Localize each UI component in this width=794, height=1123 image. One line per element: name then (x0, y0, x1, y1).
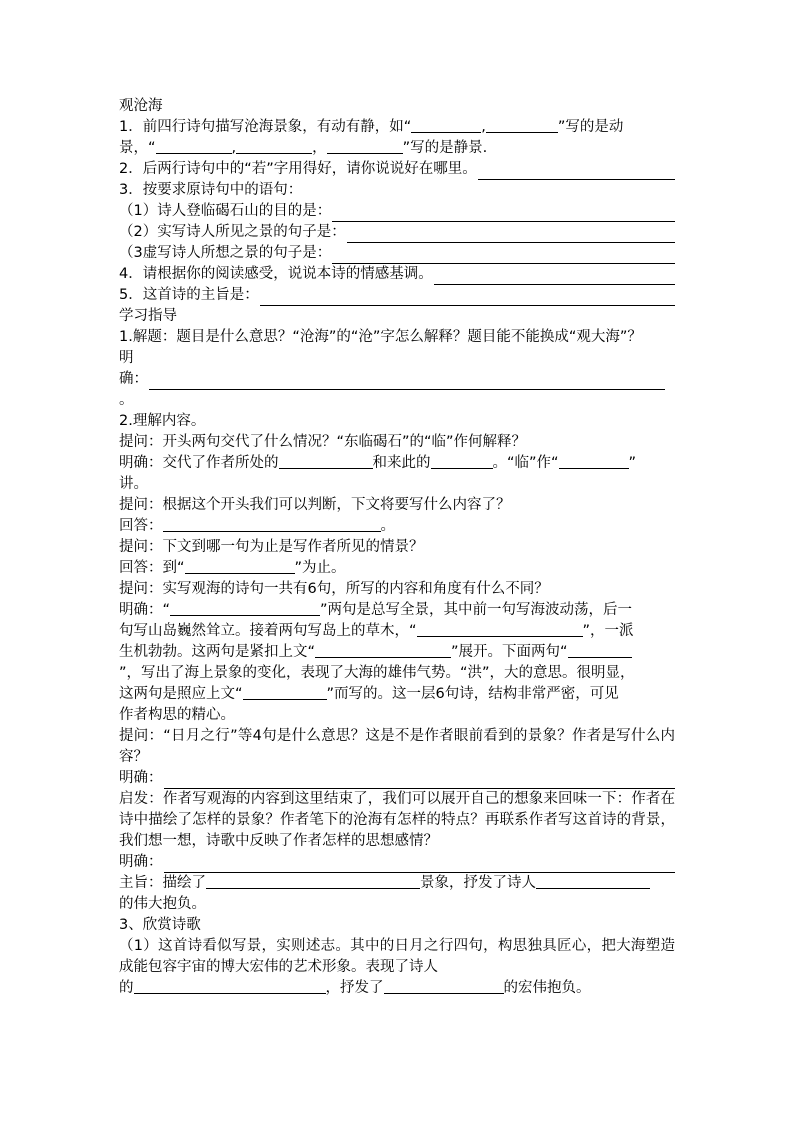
answer-blank[interactable] (478, 165, 675, 180)
answer-blank[interactable] (164, 858, 676, 873)
answer-blank[interactable] (236, 139, 312, 154)
answer-blank[interactable] (164, 774, 676, 789)
poem-title: 观沧海 (119, 98, 163, 114)
answer-blank[interactable] (384, 979, 504, 994)
answer-blank[interactable] (431, 454, 493, 469)
answer-4-line-1: 明确：“ ”两句是总写全景，其中前一句写海波动荡，后一 (119, 602, 633, 618)
prompt-1: 提问：开头两句交代了什么情况？“东临碣石”的“临”作何解释？ (119, 434, 527, 450)
answer-blank[interactable] (486, 118, 558, 133)
answer-blank[interactable] (163, 517, 381, 532)
answer-6: 明确： (119, 852, 675, 873)
answer-4-line-2: 句写山岛巍然耸立。接着两句写岛上的草木，“ ”，一派 (119, 623, 634, 639)
period-mark: 。 (119, 392, 134, 408)
question-3: 3．按要求原诗句中的语句： (119, 182, 303, 198)
answer-blank[interactable] (279, 454, 373, 469)
prompt-3: 提问：下文到哪一句为止是写作者所见的情景？ (119, 539, 424, 555)
inspiration-prompt: 启发：作者写观海的内容到这里结束了，我们可以展开自己的想象来回味一下：作者在诗中描绘了怎样的景象？作者笔下的沧海有怎样的特点？再联系作者写这首诗的背景，我们想一想，诗歌中反映了作者怎样的思想感情？ (119, 791, 675, 849)
answer-blank[interactable] (327, 139, 403, 154)
answer-label: 明 (119, 350, 134, 366)
answer-blank[interactable] (417, 622, 583, 637)
answer-blank[interactable] (170, 601, 320, 616)
question-1-line-2: 景，“ , ， ”写的是静景. (119, 140, 488, 156)
answer-line: 确： (119, 369, 665, 390)
answer-blank[interactable] (347, 228, 675, 243)
answer-blank[interactable] (185, 559, 295, 574)
answer-blank[interactable] (536, 874, 650, 889)
answer-blank[interactable] (156, 139, 232, 154)
answer-blank[interactable] (332, 207, 675, 222)
question-3-3: （3虚写诗人所想之景的句子是： (119, 243, 675, 264)
prompt-5: 提问：“日月之行”等4句是什么意思？这是不是作者眼前看到的景象？作者是写什么内容？ (119, 728, 675, 765)
question-2: 2．后两行诗句中的“若”字用得好，请你说说好在哪里。 (119, 159, 675, 180)
answer-blank[interactable] (568, 643, 632, 658)
answer-blank[interactable] (559, 454, 629, 469)
answer-blank[interactable] (243, 685, 327, 700)
answer-1-cont: 讲。 (119, 476, 148, 492)
answer-blank[interactable] (332, 249, 675, 264)
guide-item-1: 1.解题：题目是什么意思？“沧海”的“沧”字怎么解释？题目能不能换成“观大海”？ (119, 329, 642, 345)
answer-blank[interactable] (315, 643, 451, 658)
theme-line-cont: 的伟大抱负。 (119, 896, 206, 912)
prompt-2: 提问：根据这个开头我们可以判断，下文将要写什么内容了？ (119, 497, 511, 513)
answer-blank[interactable] (434, 270, 675, 285)
appreciate-paragraph: （1）这首诗看似写景，实则述志。其中的日月之行四句，构思独具匠心，把大海塑造成能包容宇宙的博大宏伟的艺术形象。表现了诗人 (119, 938, 675, 975)
answer-1: 明确：交代了作者所处的 和来此的 。“临”作“ ” (119, 455, 637, 471)
section-heading-guide: 学习指导 (119, 308, 177, 324)
question-5: 5．这首诗的主旨是： (119, 285, 675, 306)
worksheet (119, 96, 675, 999)
answer-4-line-5: 这两句是照应上文“ ”而写的。这一层6句诗，结构非常严密，可见 (119, 686, 619, 702)
prompt-4: 提问：实写观海的诗句一共有6句，所写的内容和角度有什么不同？ (119, 581, 549, 597)
question-4: 4．请根据你的阅读感受，说说本诗的情感基调。 (119, 264, 675, 285)
answer-blank[interactable] (134, 979, 326, 994)
guide-item-2: 2.理解内容。 (119, 413, 206, 429)
answer-4-line-3: 生机勃勃。这两句是紧扣上文“ ”展开。下面两句“ (119, 642, 675, 663)
answer-2: 回答： 。 (119, 518, 395, 534)
answer-3: 回答：到“ ”为止。 (119, 560, 346, 576)
answer-blank[interactable] (260, 291, 675, 306)
answer-blank[interactable] (411, 118, 481, 133)
answer-blank[interactable] (206, 874, 420, 889)
theme-line: 主旨：描绘了 景象，抒发了诗人 (119, 873, 675, 894)
appreciate-answer: 的 ，抒发了 的宏伟抱负。 (119, 980, 591, 996)
answer-4-line-6: 作者构思的精心。 (119, 707, 235, 723)
answer-4-line-4: ”，写出了海上景象的变化，表现了大海的雄伟气势。“洪”，大的意思。很明显， (119, 665, 635, 681)
section-heading-appreciate: 3、欣赏诗歌 (119, 917, 201, 933)
answer-5: 明确： (119, 768, 675, 789)
answer-blank[interactable] (149, 375, 665, 390)
question-3-2: （2）实写诗人所见之景的句子是： (119, 222, 675, 243)
question-1-line-1: 1．前四行诗句描写沧海景象，有动有静，如“ , ”写的是动 (119, 119, 624, 135)
question-3-1: （1）诗人登临碣石山的目的是： (119, 201, 675, 222)
